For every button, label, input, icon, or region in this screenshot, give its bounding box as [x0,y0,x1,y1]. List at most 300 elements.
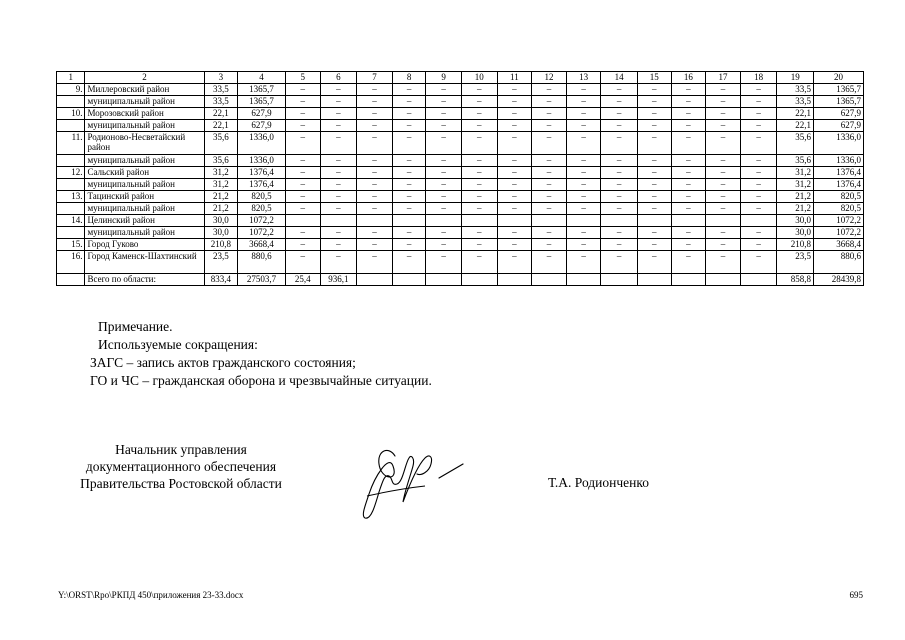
table-cell: – [532,239,567,251]
table-cell: – [357,179,393,191]
district-name-cell: Целинский район [85,215,204,227]
table-header-row [57,72,864,84]
table-cell [740,215,777,227]
table-cell: – [566,239,601,251]
table-cell: – [740,179,777,191]
table-cell: – [461,96,497,108]
table-cell: – [532,132,567,155]
table-cell: – [671,179,706,191]
column-number-cell: 1 [57,72,85,84]
table-cell: – [671,120,706,132]
table-cell: – [426,108,462,120]
table-cell: – [566,84,601,96]
table-cell: 1365,7 [238,84,286,96]
table-cell [532,274,567,286]
table-cell: 858,8 [777,274,814,286]
table-cell: – [601,108,638,120]
table-cell: – [566,155,601,167]
district-name-cell: муниципальный район [85,155,204,167]
district-name-cell: муниципальный район [85,96,204,108]
table-cell [601,274,638,286]
table-cell: – [461,167,497,179]
table-cell [57,155,85,167]
district-name-cell: муниципальный район [85,179,204,191]
district-name-cell: Всего по области: [85,274,204,286]
table-cell: – [671,155,706,167]
table-cell: – [566,179,601,191]
table-cell: – [357,203,393,215]
table-cell: 35,6 [204,132,238,155]
note-block [98,318,258,354]
table-cell: – [566,191,601,203]
table-cell: – [357,239,393,251]
table-cell: – [320,155,357,167]
table-cell: 1072,2 [238,227,286,239]
table-cell: – [426,96,462,108]
table-cell: 820,5 [238,191,286,203]
column-number-cell: 2 [85,72,204,84]
table-cell: – [601,251,638,274]
table-cell: – [532,179,567,191]
table-cell: – [601,84,638,96]
table-cell: – [357,108,393,120]
table-cell: – [497,84,532,96]
table-cell: – [637,239,671,251]
table-cell: – [637,132,671,155]
table-cell [461,274,497,286]
table-cell: – [601,239,638,251]
table-cell: – [392,108,426,120]
table-cell [57,274,85,286]
table-cell: 820,5 [814,203,864,215]
table-cell: 1336,0 [814,155,864,167]
table-cell: – [601,132,638,155]
table-cell: 31,2 [204,167,238,179]
table-cell: – [637,96,671,108]
table-cell: 35,6 [204,155,238,167]
table-cell: 21,2 [777,203,814,215]
table-cell: 210,8 [204,239,238,251]
table-cell: 21,2 [777,191,814,203]
table-cell: – [706,132,741,155]
table-cell: – [497,120,532,132]
table-cell: – [671,96,706,108]
table-row [57,167,864,179]
table-cell: – [461,155,497,167]
table-cell: – [740,108,777,120]
table-cell: – [392,132,426,155]
district-name-cell: Город Гуково [85,239,204,251]
table-cell: – [426,132,462,155]
signer-title-line: Начальник управления [115,442,247,457]
table-cell: – [532,167,567,179]
table-cell [57,227,85,239]
table-cell: – [637,155,671,167]
table-cell [426,215,462,227]
note-heading: Примечание. [98,319,173,334]
table-cell [357,215,393,227]
table-cell: – [285,239,320,251]
table-cell: – [740,227,777,239]
table-cell: – [706,108,741,120]
table-cell: – [706,203,741,215]
table-cell: – [566,227,601,239]
table-cell: – [320,179,357,191]
table-cell: 31,2 [777,167,814,179]
table-cell [57,179,85,191]
table-cell: – [566,120,601,132]
column-number-cell: 18 [740,72,777,84]
table-cell: – [706,179,741,191]
table-cell: 12. [57,167,85,179]
table-cell: – [392,239,426,251]
table-cell: – [671,108,706,120]
column-number-cell: 20 [814,72,864,84]
table-cell: 1376,4 [814,167,864,179]
column-number-cell: 9 [426,72,462,84]
table-cell: 13. [57,191,85,203]
table-cell: 22,1 [204,108,238,120]
table-cell: – [637,203,671,215]
column-number-cell: 14 [601,72,638,84]
table-cell: – [532,120,567,132]
table-cell: 14. [57,215,85,227]
table-cell: 27503,7 [238,274,286,286]
table-cell: – [497,239,532,251]
table-cell: – [740,191,777,203]
page-number: 695 [849,590,863,600]
table-cell: – [566,132,601,155]
table-cell: 1072,2 [814,215,864,227]
table-row [57,239,864,251]
table-cell: – [532,155,567,167]
table-cell: – [392,120,426,132]
table-cell: – [671,227,706,239]
handwritten-signature [355,436,475,522]
table-cell: 833,4 [204,274,238,286]
table-cell: 1376,4 [238,179,286,191]
table-cell: 30,0 [777,227,814,239]
table-cell: 33,5 [204,96,238,108]
table-cell [392,274,426,286]
table-cell: – [285,155,320,167]
table-cell: 30,0 [777,215,814,227]
table-cell: – [426,203,462,215]
table-cell: – [671,191,706,203]
table-cell: – [392,251,426,274]
table-cell: – [497,179,532,191]
data-table [56,71,864,286]
table-row [57,132,864,155]
table-cell: – [532,251,567,274]
table-cell: – [740,155,777,167]
table-cell [497,215,532,227]
table-cell: – [637,251,671,274]
column-number-cell: 12 [532,72,567,84]
table-cell: – [671,203,706,215]
table-cell: – [426,120,462,132]
table-cell: – [320,167,357,179]
table-cell: – [320,84,357,96]
table-cell: – [601,120,638,132]
table-cell: 28439,8 [814,274,864,286]
table-cell: – [285,167,320,179]
table-cell: – [601,155,638,167]
table-cell: 880,6 [814,251,864,274]
table-cell [671,215,706,227]
table-cell: – [706,191,741,203]
table-cell: – [285,96,320,108]
table-cell: 1365,7 [814,84,864,96]
table-cell: – [461,227,497,239]
table-cell [740,274,777,286]
column-number-cell: 4 [238,72,286,84]
table-cell: 627,9 [814,108,864,120]
table-cell: – [357,96,393,108]
table-cell: – [706,239,741,251]
table-cell: – [671,84,706,96]
table-cell: – [392,179,426,191]
table-cell: 30,0 [204,227,238,239]
table-cell: – [357,132,393,155]
table-cell: – [497,251,532,274]
table-cell: 9. [57,84,85,96]
table-cell: – [601,96,638,108]
table-row [57,120,864,132]
table-cell: – [740,251,777,274]
table-row [57,84,864,96]
table-cell: 627,9 [238,108,286,120]
district-name-cell: Морозовский район [85,108,204,120]
table-cell: – [566,251,601,274]
table-cell [637,215,671,227]
table-cell: – [320,191,357,203]
table-cell: – [426,155,462,167]
table-cell: 21,2 [204,191,238,203]
signer-title-line: Правительства Ростовской области [80,476,282,491]
column-number-cell: 17 [706,72,741,84]
table-cell: – [461,203,497,215]
table-cell: – [601,179,638,191]
table-cell: 31,2 [204,179,238,191]
column-number-cell: 3 [204,72,238,84]
table-cell: – [285,84,320,96]
table-cell: 820,5 [814,191,864,203]
table-cell: 1336,0 [238,155,286,167]
table-cell: – [601,203,638,215]
table-cell: – [285,120,320,132]
table-cell: – [497,227,532,239]
table-row [57,155,864,167]
table-cell: 1072,2 [238,215,286,227]
district-name-cell: муниципальный район [85,203,204,215]
table-cell: – [392,227,426,239]
table-cell: 23,5 [204,251,238,274]
table-cell: – [320,251,357,274]
column-number-cell: 15 [637,72,671,84]
table-cell: – [357,227,393,239]
table-cell: – [285,132,320,155]
column-number-cell: 8 [392,72,426,84]
table-cell: – [285,179,320,191]
table-cell: – [532,191,567,203]
table-cell: – [461,108,497,120]
table-cell [392,215,426,227]
table-cell: – [320,96,357,108]
table-cell: – [740,167,777,179]
table-cell: 33,5 [204,84,238,96]
table-cell: 15. [57,239,85,251]
signer-title-line: документационного обеспечения [85,459,277,474]
column-number-cell: 16 [671,72,706,84]
table-cell: – [392,191,426,203]
table-cell: 1376,4 [814,179,864,191]
table-cell: – [601,191,638,203]
table-cell: – [497,191,532,203]
table-cell: 1365,7 [238,96,286,108]
footer-file-path: Y:\ORST\Rpo\РКПД 450\приложения 23-33.docx [58,590,244,600]
note-abbreviations-intro: Используемые сокращения: [98,337,258,352]
table-cell: 30,0 [204,215,238,227]
table-cell: – [357,120,393,132]
table-cell: – [320,239,357,251]
table-cell: – [426,239,462,251]
table-cell: – [532,203,567,215]
table-cell: – [285,227,320,239]
table-cell: – [357,191,393,203]
table-cell: – [357,84,393,96]
table-cell: – [426,179,462,191]
table-cell: – [497,96,532,108]
table-cell [57,96,85,108]
table-cell: – [357,155,393,167]
table-cell: – [532,84,567,96]
table-cell: – [601,167,638,179]
table-cell: 22,1 [204,120,238,132]
table-cell: 1072,2 [814,227,864,239]
table-cell: – [497,167,532,179]
table-cell: – [497,155,532,167]
table-cell: – [461,251,497,274]
table-cell: – [285,203,320,215]
table-cell: 21,2 [204,203,238,215]
column-number-cell: 19 [777,72,814,84]
table-cell: – [426,251,462,274]
table-cell: – [461,239,497,251]
column-number-cell: 10 [461,72,497,84]
table-cell [57,203,85,215]
table-cell: – [671,132,706,155]
table-cell: – [706,96,741,108]
table-row [57,179,864,191]
table-cell: 35,6 [777,155,814,167]
table-row [57,203,864,215]
table-cell: 25,4 [285,274,320,286]
district-name-cell: Тацинский район [85,191,204,203]
table-cell: 1336,0 [238,132,286,155]
table-cell: – [357,167,393,179]
table-cell: 1336,0 [814,132,864,155]
table-row [57,108,864,120]
table-cell: – [461,84,497,96]
table-cell: – [740,203,777,215]
table-cell: – [706,227,741,239]
table-cell: – [740,96,777,108]
table-cell: – [320,227,357,239]
column-number-cell: 11 [497,72,532,84]
table-cell: 210,8 [777,239,814,251]
table-cell: – [285,251,320,274]
table-cell: – [706,167,741,179]
table-cell: – [320,203,357,215]
table-cell: – [285,191,320,203]
table-row [57,96,864,108]
table-cell: – [461,179,497,191]
table-cell: – [320,108,357,120]
table-cell: – [426,167,462,179]
table-cell: – [740,84,777,96]
table-cell: 33,5 [777,84,814,96]
table-cell: – [637,84,671,96]
district-name-cell: Город Каменск-Шахтинский [85,251,204,274]
table-row [57,191,864,203]
table-row [57,227,864,239]
table-cell: – [637,167,671,179]
table-cell [357,274,393,286]
table-cell: – [392,84,426,96]
table-cell: – [392,203,426,215]
table-cell: – [497,132,532,155]
table-cell: 627,9 [238,120,286,132]
table-cell: – [637,191,671,203]
table-cell: – [637,227,671,239]
district-name-cell: муниципальный район [85,227,204,239]
table-cell [566,215,601,227]
table-cell: 31,2 [777,179,814,191]
table-cell: 3668,4 [814,239,864,251]
table-cell: – [671,239,706,251]
table-cell: – [706,120,741,132]
table-row [57,251,864,274]
note-definitions [90,354,432,390]
table-cell: – [637,179,671,191]
table-cell: – [532,227,567,239]
table-cell: – [497,203,532,215]
district-name-cell: Миллеровский район [85,84,204,96]
district-name-cell: муниципальный район [85,120,204,132]
table-cell [320,215,357,227]
table-cell: – [566,108,601,120]
column-number-cell: 6 [320,72,357,84]
table-cell: – [740,132,777,155]
district-name-cell: Сальский район [85,167,204,179]
table-cell: 627,9 [814,120,864,132]
table-cell: – [637,108,671,120]
table-cell: – [637,120,671,132]
table-cell: 880,6 [238,251,286,274]
table-cell: 820,5 [238,203,286,215]
column-number-cell: 13 [566,72,601,84]
table-cell: 1376,4 [238,167,286,179]
table-cell: 3668,4 [238,239,286,251]
table-cell: – [357,251,393,274]
table-cell: 22,1 [777,108,814,120]
table-cell: 33,5 [777,96,814,108]
note-definition-zags: ЗАГС – запись актов гражданского состояния; [90,355,356,370]
table-cell [706,274,741,286]
table-row [57,215,864,227]
note-definition-go-chs: ГО и ЧС – гражданская оборона и чрезвычайные ситуации. [90,373,432,388]
